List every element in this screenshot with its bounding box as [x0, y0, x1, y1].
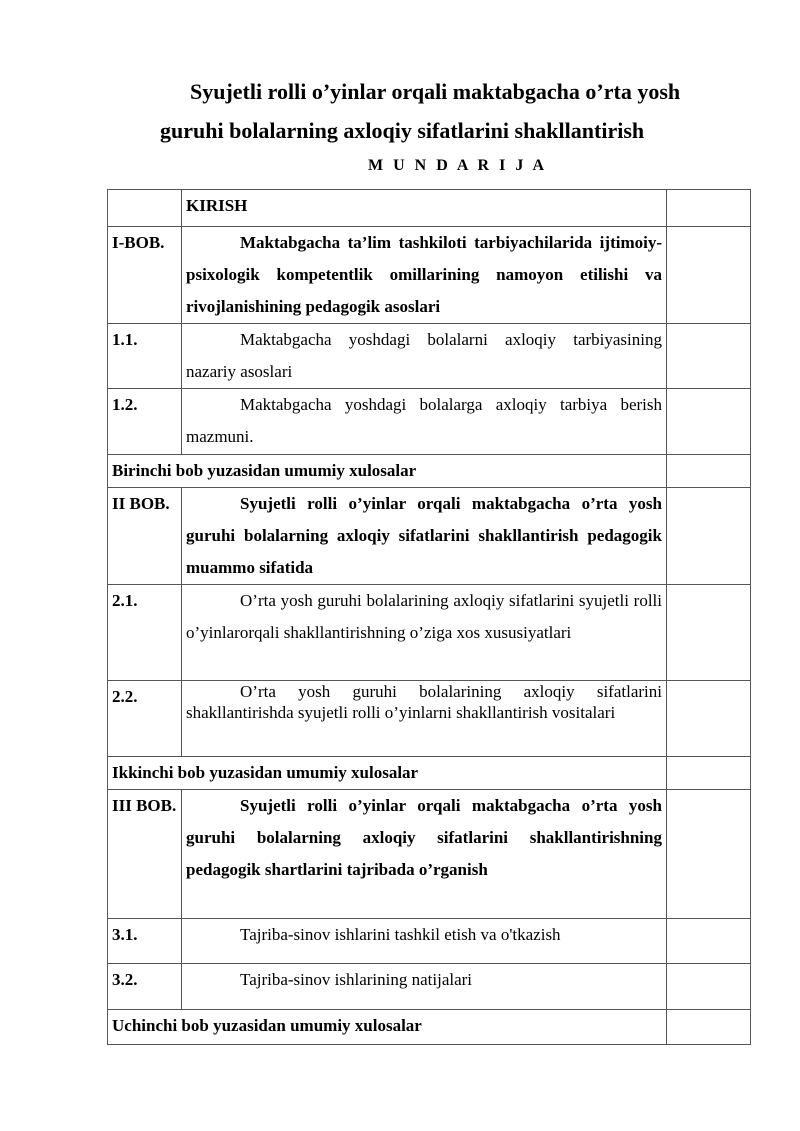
- toc-number: I-BOB.: [108, 227, 182, 324]
- toc-row-section-3-2: [108, 964, 751, 1010]
- toc-title: Syujetli rolli o’yinlar orqali maktabgacha o’rta yosh guruhi bolalarning axloqiy sifatlarini shakllantirishning pedagogik shartlarini tajribada o’rganish: [186, 796, 662, 879]
- toc-page-cell: [667, 681, 751, 757]
- toc-title-cell: [182, 227, 667, 324]
- toc-summary: Uchinchi bob yuzasidan umumiy xulosalar: [108, 1010, 667, 1045]
- toc-row-chapter-1: [108, 227, 751, 324]
- toc-title: Maktabgacha ta’lim tashkiloti tarbiyachilarida ijtimoiy-psixologik kompetentlik omillarining namoyon etilishi va rivojlanishining pedagogik asoslari: [186, 233, 662, 316]
- toc-title-cell: [182, 389, 667, 455]
- toc-page-cell: [667, 190, 751, 227]
- toc-number: III BOB.: [108, 790, 182, 919]
- toc-title: Maktabgacha yoshdagi bolalarga axloqiy tarbiya berish mazmuni.: [186, 395, 662, 446]
- toc-title-cell: [182, 190, 667, 227]
- document-title: Syujetli rolli o’yinlar orqali maktabgacha o’rta yosh guruhi bolalarning axloqiy sifatlarini shakllantirish: [160, 79, 681, 143]
- toc-page-cell: [667, 757, 751, 790]
- toc-title: Tajriba-sinov ishlarining natijalari: [240, 970, 473, 989]
- toc-summary: Birinchi bob yuzasidan umumiy xulosalar: [108, 455, 667, 488]
- toc-page-cell: [667, 790, 751, 919]
- toc-page-cell: [667, 964, 751, 1010]
- toc-number: 2.1.: [108, 585, 182, 681]
- toc-number-cell: [108, 190, 182, 227]
- toc-row-section-1-2: [108, 389, 751, 455]
- toc-page-cell: [667, 389, 751, 455]
- toc-title: KIRISH: [186, 196, 248, 215]
- toc-page-cell: [667, 324, 751, 389]
- toc-number: 3.1.: [108, 919, 182, 964]
- toc-title-cell: [182, 585, 667, 681]
- toc-title: O’rta yosh guruhi bolalarining axloqiy sifatlarini shakllantirishda syujetli rolli o’yinlarni shakllantirish vositalari: [186, 682, 662, 722]
- toc-title: Maktabgacha yoshdagi bolalarni axloqiy tarbiyasining nazariy asoslari: [186, 330, 662, 381]
- toc-row-section-2-2: [108, 681, 751, 757]
- toc-page-cell: [667, 488, 751, 585]
- toc-row-section-2-1: [108, 585, 751, 681]
- toc-row-section-3-1: [108, 919, 751, 964]
- toc-title: Tajriba-sinov ishlarini tashkil etish va o'tkazish: [240, 925, 561, 944]
- toc-title-cell: [182, 681, 667, 757]
- toc-title: O’rta yosh guruhi bolalarining axloqiy sifatlarini syujetli rolli o’yinlarorqali shakllantirishning o’ziga xos xususiyatlari: [186, 591, 662, 642]
- toc-title-cell: [182, 324, 667, 389]
- toc-number: 1.1.: [108, 324, 182, 389]
- toc-row-chapter-3-summary: [108, 1010, 751, 1045]
- contents-heading: M U N D A R I J A: [367, 157, 547, 174]
- toc-number: 2.2.: [108, 681, 182, 757]
- toc-row-section-1-1: [108, 324, 751, 389]
- toc-row-chapter-2: [108, 488, 751, 585]
- toc-page-cell: [667, 455, 751, 488]
- toc-summary: Ikkinchi bob yuzasidan umumiy xulosalar: [108, 757, 667, 790]
- toc-row-chapter-2-summary: [108, 757, 751, 790]
- toc-page-cell: [667, 1010, 751, 1045]
- toc-page-cell: [667, 585, 751, 681]
- toc-title-cell: [182, 964, 667, 1010]
- toc-page-cell: [667, 227, 751, 324]
- table-of-contents: [107, 189, 751, 1045]
- toc-row-kirish: [108, 190, 751, 227]
- toc-row-chapter-3: [108, 790, 751, 919]
- toc-row-chapter-1-summary: [108, 455, 751, 488]
- toc-title-cell: [182, 488, 667, 585]
- toc-page-cell: [667, 919, 751, 964]
- toc-number: II BOB.: [108, 488, 182, 585]
- toc-title-cell: [182, 790, 667, 919]
- toc-number: 3.2.: [108, 964, 182, 1010]
- toc-title-cell: [182, 919, 667, 964]
- toc-title: Syujetli rolli o’yinlar orqali maktabgacha o’rta yosh guruhi bolalarning axloqiy sifatlarini shakllantirish pedagogik muammo sifatida: [186, 494, 662, 577]
- toc-number: 1.2.: [108, 389, 182, 455]
